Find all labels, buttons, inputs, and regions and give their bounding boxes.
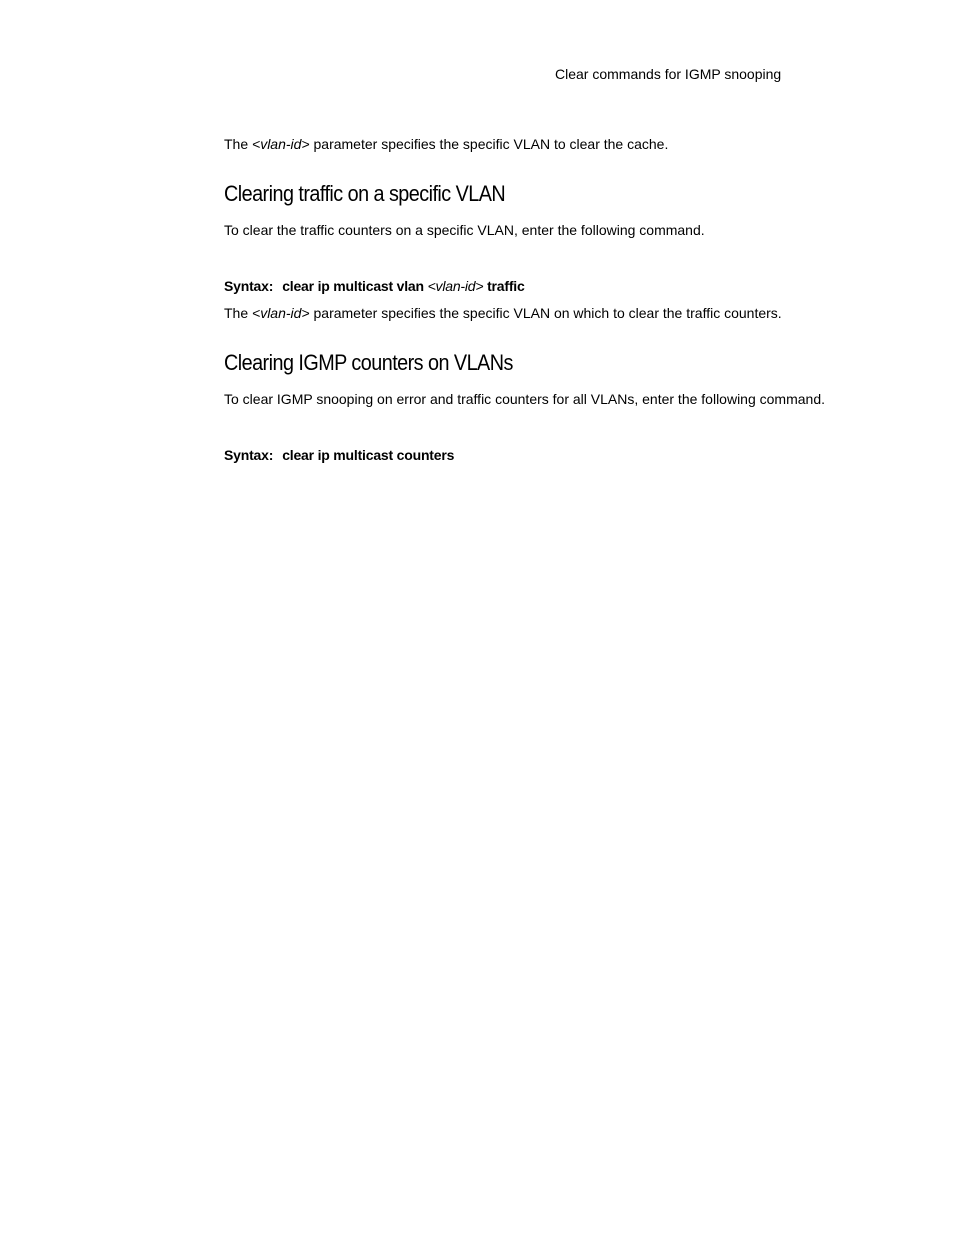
para-text-pre: The [224, 305, 253, 321]
syntax-clear-counters [224, 446, 454, 464]
vlan-id-param: <vlan-id> [252, 136, 310, 152]
vlan-id-traffic-paragraph [224, 304, 782, 322]
vlan-id-param: <vlan-id> [252, 305, 310, 321]
syntax-vlan-id-param: <vlan-id> [427, 278, 484, 294]
syntax-command: clear ip multicast counters [282, 447, 455, 463]
section-heading-clearing-igmp-counters: Clearing IGMP counters on VLANs [224, 350, 513, 375]
vlan-id-cache-paragraph [224, 135, 668, 153]
syntax-command: clear ip multicast vlan [282, 278, 424, 294]
para-text-post: parameter specifies the specific VLAN on which to clear the traffic counters. [309, 305, 782, 321]
section-intro-clearing-traffic: To clear the traffic counters on a specific VLAN, enter the following command. [224, 222, 705, 238]
syntax-label: Syntax: [224, 278, 274, 294]
syntax-suffix: traffic [487, 278, 525, 294]
running-header: Clear commands for IGMP snooping [555, 66, 782, 82]
section-heading-clearing-traffic: Clearing traffic on a specific VLAN [224, 181, 506, 206]
syntax-label: Syntax: [224, 447, 274, 463]
syntax-clear-vlan-traffic [224, 277, 525, 295]
para-text-post: parameter specifies the specific VLAN to clear the cache. [309, 136, 669, 152]
section-intro-clearing-igmp-counters: To clear IGMP snooping on error and traffic counters for all VLANs, enter the following command. [224, 391, 826, 407]
para-text-pre: The [224, 136, 253, 152]
